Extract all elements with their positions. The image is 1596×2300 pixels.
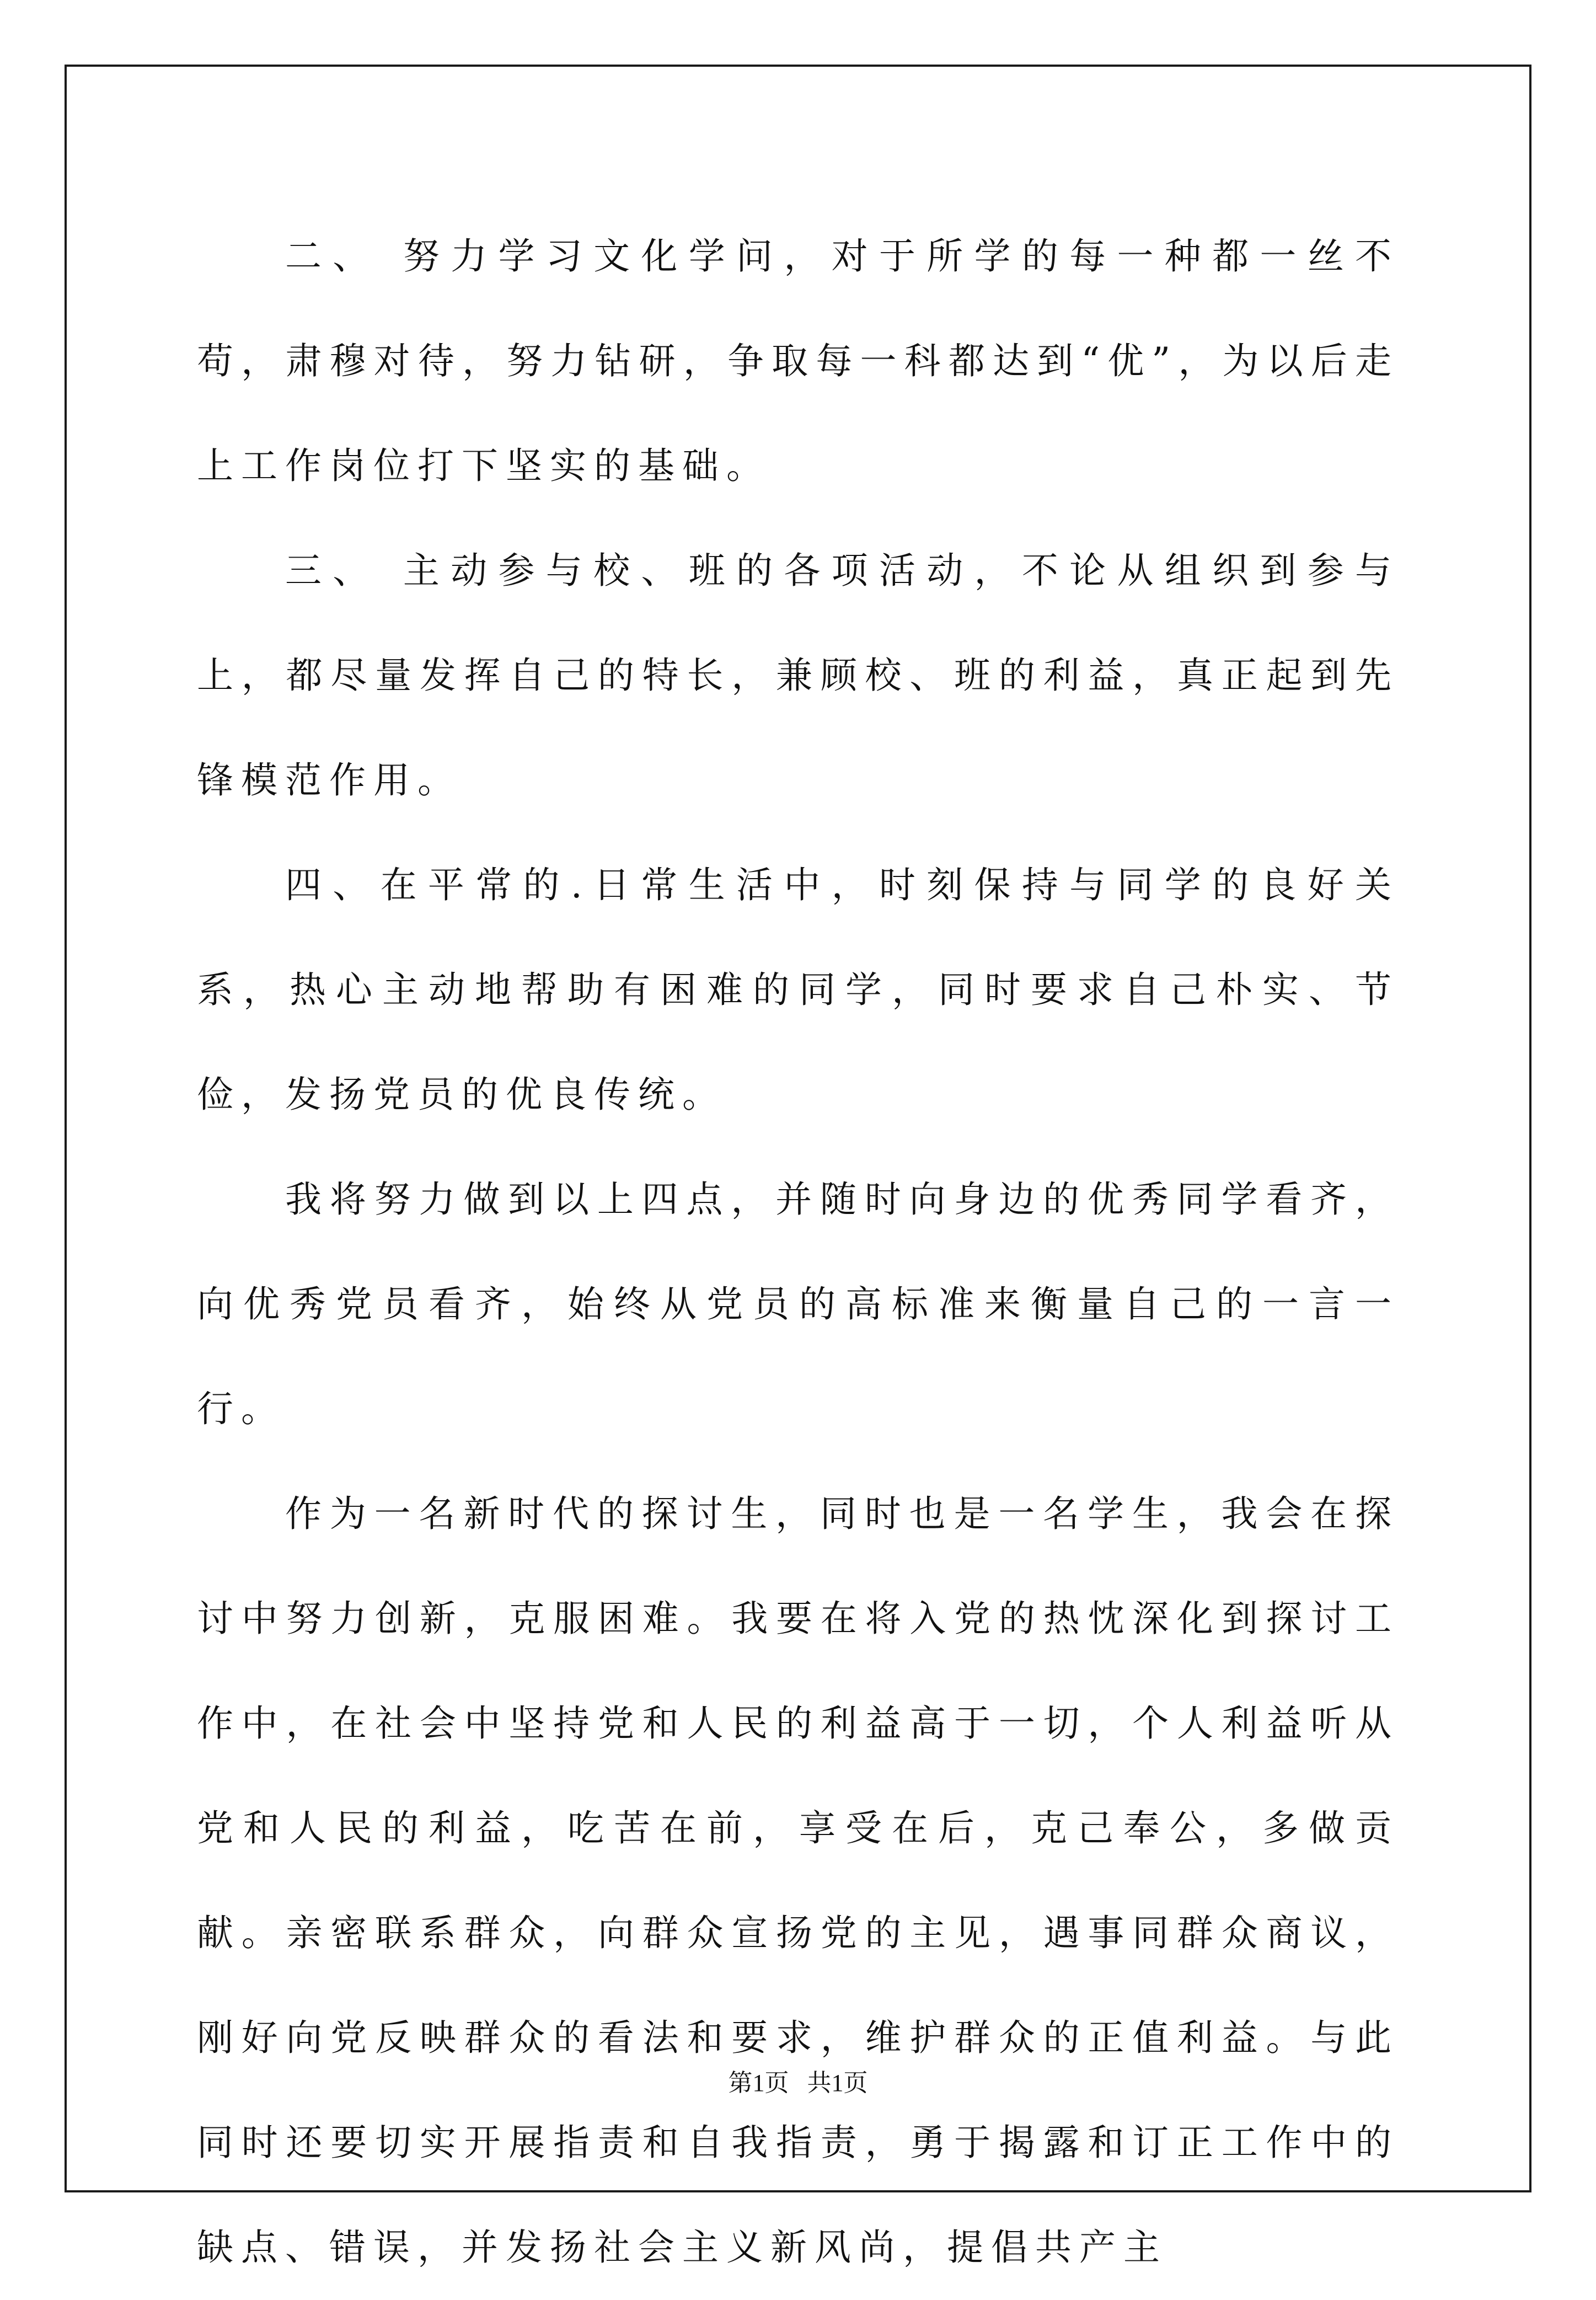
- paragraph-3: 四、在平常的.日常生活中，时刻保持与同学的良好关系，热心主动地帮助有困难的同学，同时要求自己朴实、节俭，发扬党员的优良传统。: [197, 864, 1399, 1116]
- paragraph-1: 二、 努力学习文化学问，对于所学的每一种都一丝不苟，肃穆对待，努力钻研，争取每一科都达到“优”，为以后走上工作岗位打下坚实的基础。: [197, 235, 1399, 487]
- page-number-footer: 第1页 共1页: [728, 2069, 868, 2096]
- paragraph-2: 三、 主动参与校、班的各项活动，不论从组织到参与上，都尽量发挥自己的特长，兼顾校、班的利益，真正起到先锋模范作用。: [197, 549, 1399, 801]
- paragraph-4: 我将努力做到以上四点，并随时向身边的优秀同学看齐，向优秀党员看齐，始终从党员的高标准来衡量自己的一言一行。: [197, 1178, 1399, 1430]
- paragraph-5: 作为一名新时代的探讨生，同时也是一名学生，我会在探讨中努力创新，克服困难。我要在将入党的热忱深化到探讨工作中，在社会中坚持党和人民的利益高于一切，个人利益听从党和人民的利益，吃苦在前，享受在后，克己奉公，多做贡献。亲密联系群众，向群众宣扬党的主见，遇事同群众商议，刚好向党反映群众的看法和要求，维护群众的正值利益。与此同时还要切实开展指责和自我指责，勇于揭露和订正工作中的缺点、错误，并发扬社会主义新风尚，提倡共产主: [197, 1493, 1399, 2269]
